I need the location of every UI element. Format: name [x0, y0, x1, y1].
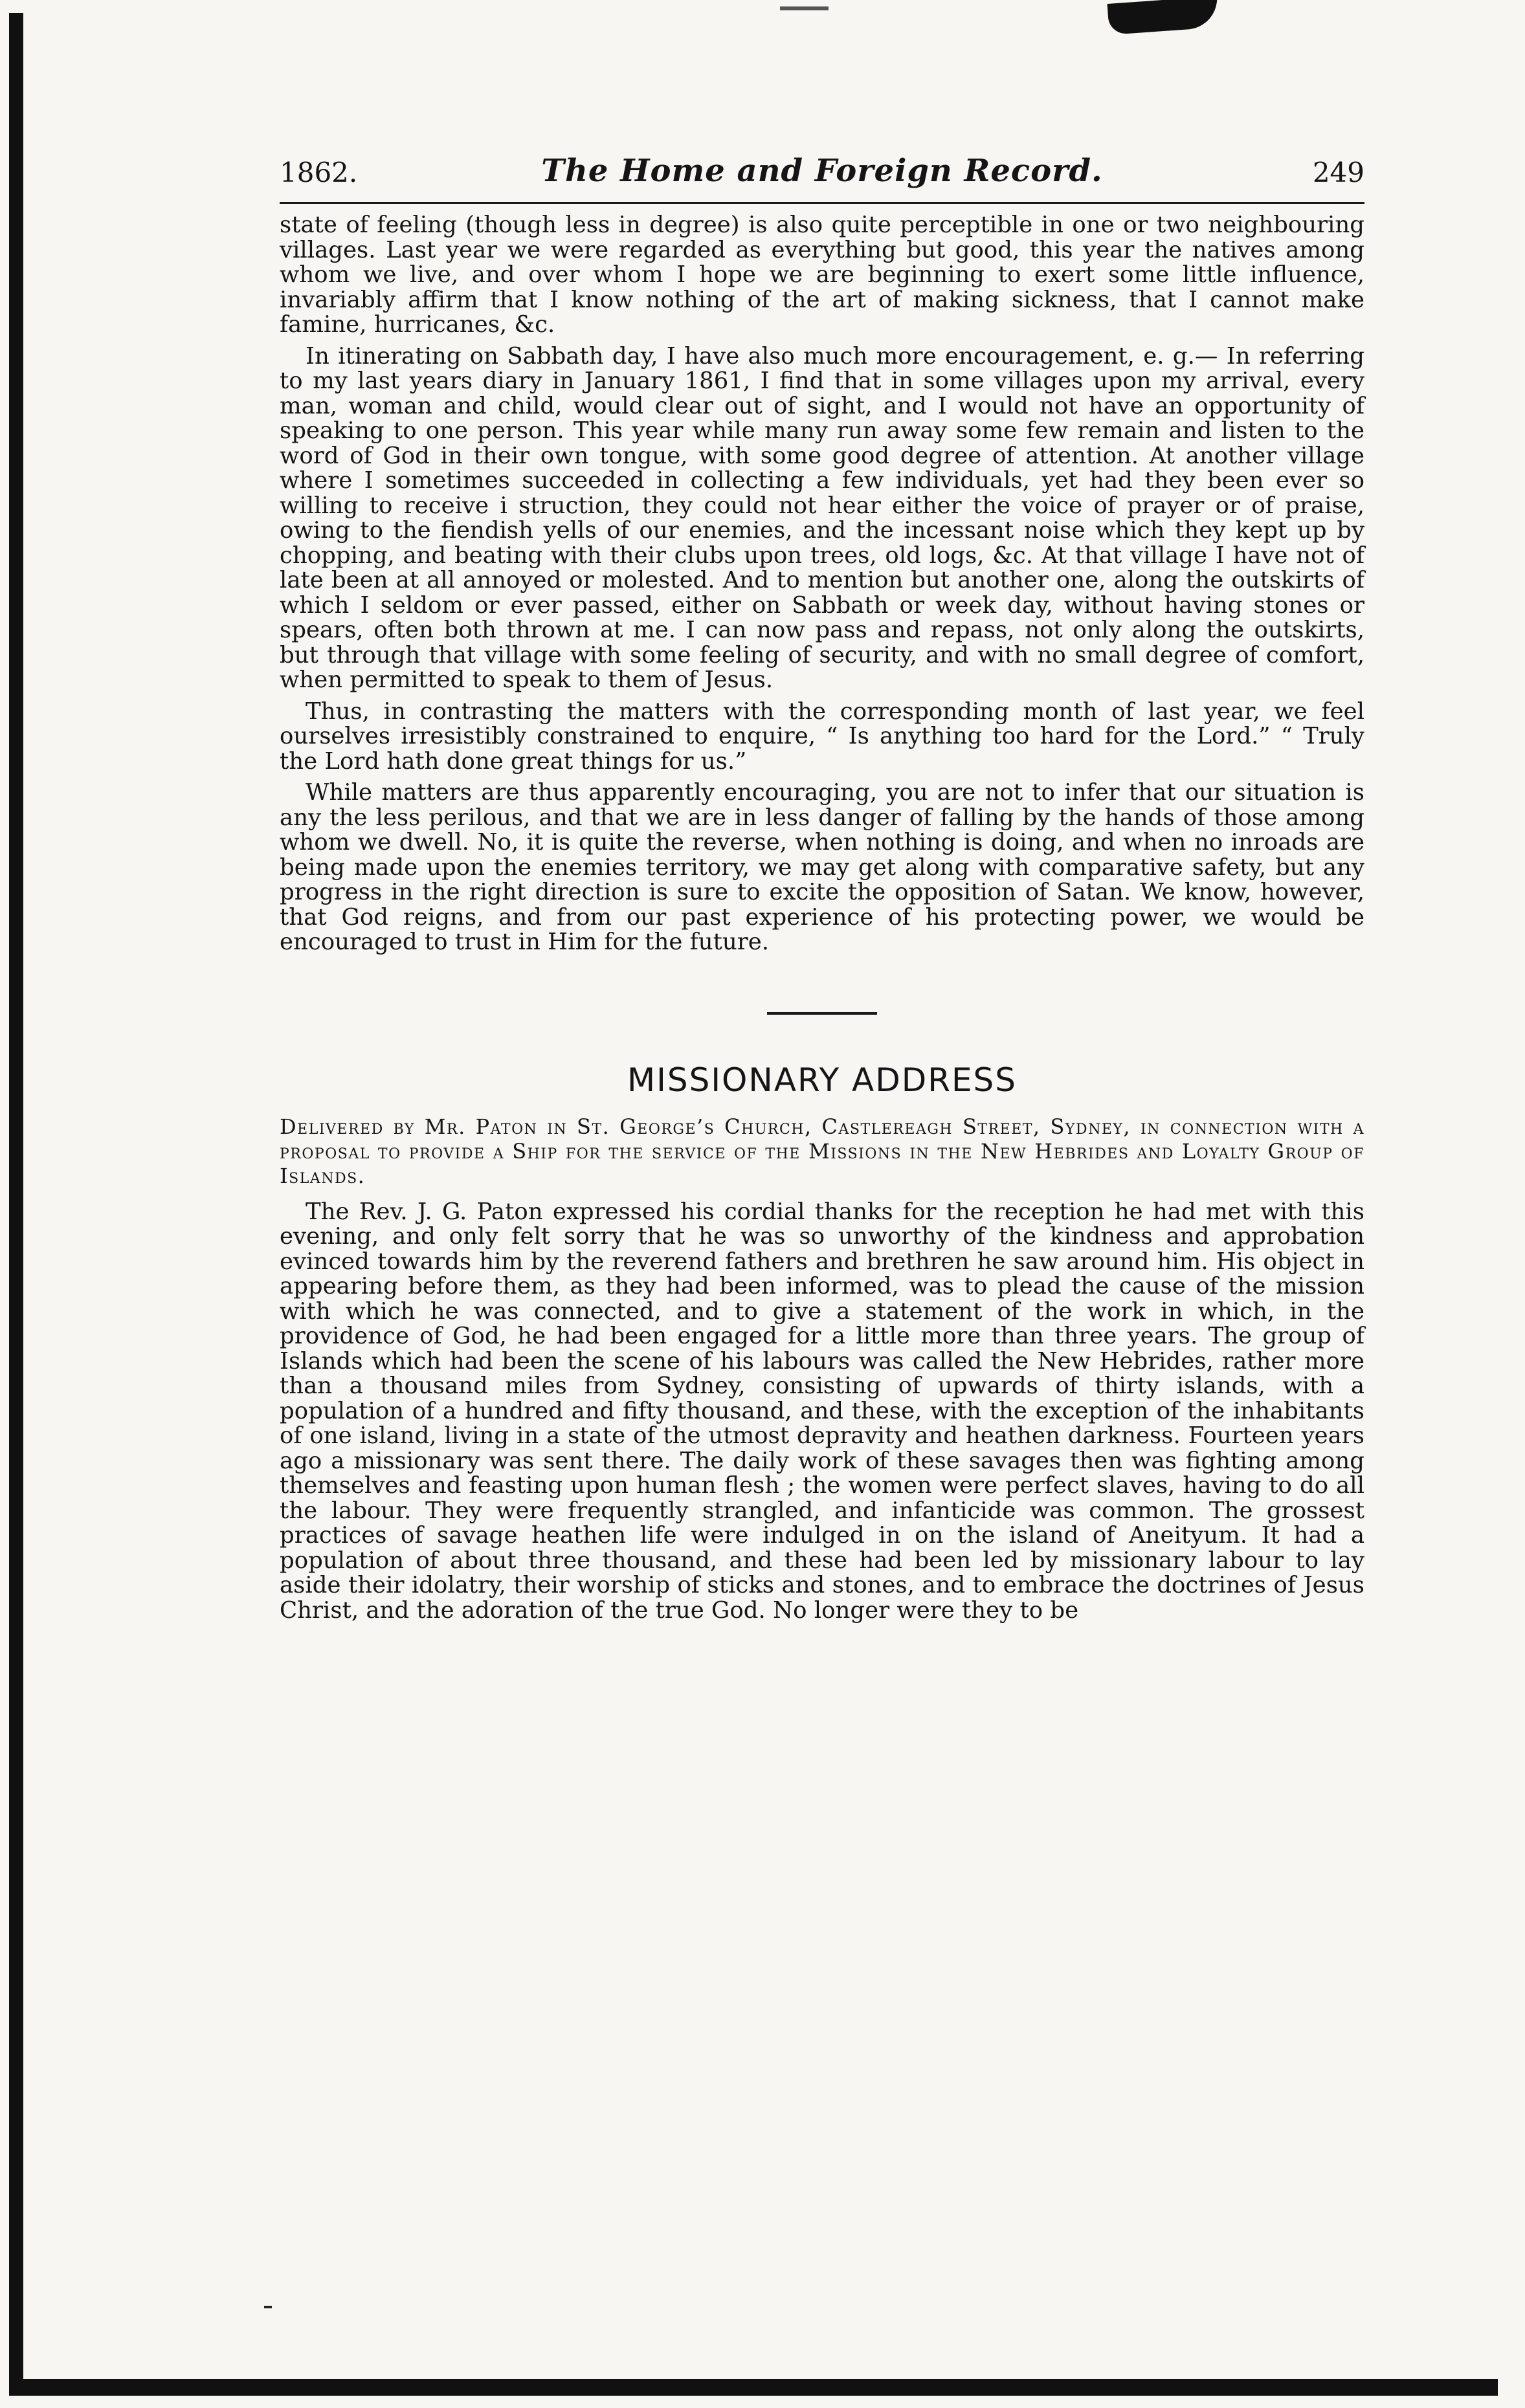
paragraph: In itinerating on Sabbath day, I have also much more encouragement, e. g.— In referring to my last years diary in January 1861, I find that in some villages upon my arrival, every man, woman and child, would clear out of sight, and I would not have an opportunity of speaking to one person. This year while many run away some few remain and listen to the word of God in their own tongue, with some good degree of attention. At another village where I sometimes succeeded in collecting a few individuals, yet had they been ever so willing to receive i struction, they could not hear either the voice of prayer or of praise, owing to the fiendish yells of our enemies, and the incessant noise which they kept up by chopping, and beating with their clubs upon trees, old logs, &c. At that village I have not of late been at all annoyed or molested. And to mention but another one, along the outskirts of which I seldom or ever passed, either on Sabbath or week day, without having stones or spears, often both thrown at me. I can now pass and repass, not only along the outskirts, but through that village with some feeling of security, and with no small degree of comfort, when permitted to speak to them of Jesus. — [280, 342, 1364, 693]
scan-edge-bottom — [9, 2379, 1498, 2396]
paragraph: The Rev. J. G. Paton expressed his cordial thanks for the reception he had met with this evening, and only felt sorry that he was so unworthy of the kindness and approbation evinced towards him by the reverend fathers and brethren he saw around him. His object in appearing before them, as they had been informed, was to plead the cause of the mission with which he was connected, and to give a statement of the work in which, in the providence of God, he had been engaged for a little more than three years. The group of Islands which had been the scene of his labours was called the New Hebrides, rather more than a thousand miles from Sydney, consisting of upwards of thirty islands, with a population of a hundred and fifty thousand, and these, with the exception of the inhabitants of one island, living in a state of the utmost depravity and heathen darkness. Fourteen years ago a missionary was sent there. The daily work of these savages then was fighting among themselves and feasting upon human flesh ; the women were perfect slaves, having to do all the labour. They were frequently strangled, and infanticide was common. The grossest practices of savage heathen life were indulged in on the island of Aneityum. It had a population of about three thousand, and these had been led by missionary labour to lay aside their idolatry, their worship of sticks and stones, and to embrace the doctrines of Jesus Christ, and the adoration of the true God. No longer were they to be — [280, 1198, 1364, 1624]
scan-edge-left — [9, 13, 23, 2381]
ink-dash — [780, 6, 829, 10]
paragraph: state of feeling (though less in degree) is also quite perceptible in one or two neighbouring villages. Last year we were regarded as everything but good, this year the natives among whom we live, and over whom I hope we are beginning to exert some little influence, invariably affirm that I know nothing of the art of making sickness, that I cannot make famine, hurricanes, &c. — [280, 212, 1364, 338]
running-header — [280, 150, 1364, 204]
header-title: The Home and Foreign Record. — [541, 153, 1103, 189]
paragraph: While matters are thus apparently encouraging, you are not to infer that our situation is any the less perilous, and that we are in less danger of falling by the hands of those among whom we dwell. No, it is quite the reverse, when nothing is doing, and when no inroads are being made upon the enemies territory, we may get along with comparative safety, but any progress in the right direction is sure to excite the opposition of Satan. We know, however, that God reigns, and from our past experience of his protecting power, we would be encouraged to trust in Him for the future. — [280, 779, 1364, 955]
address-body — [280, 1200, 1364, 1624]
ink-speck — [264, 2306, 272, 2308]
continued-article — [280, 213, 1364, 955]
header-year: 1862. — [280, 157, 358, 188]
section-divider — [767, 1012, 877, 1015]
page — [280, 150, 1364, 1629]
page-number: 249 — [1312, 157, 1364, 188]
paragraph: Thus, in contrasting the matters with the corresponding month of last year, we feel ourselves irresistibly constrained to enquire, “ Is anything too hard for the Lord.” “ Truly the Lord hath done great things for us.” — [280, 698, 1364, 775]
section-title: MISSIONARY ADDRESS — [627, 1061, 1018, 1099]
ink-blot — [1108, 0, 1219, 35]
section-subheading: Delivered by Mr. Paton in St. George’s Church, Castlereagh Street, Sydney, in connection with a proposal to provide a Ship for the service of the Missions in the New Hebrides and Loyalty Group of Islands. — [280, 1114, 1364, 1188]
